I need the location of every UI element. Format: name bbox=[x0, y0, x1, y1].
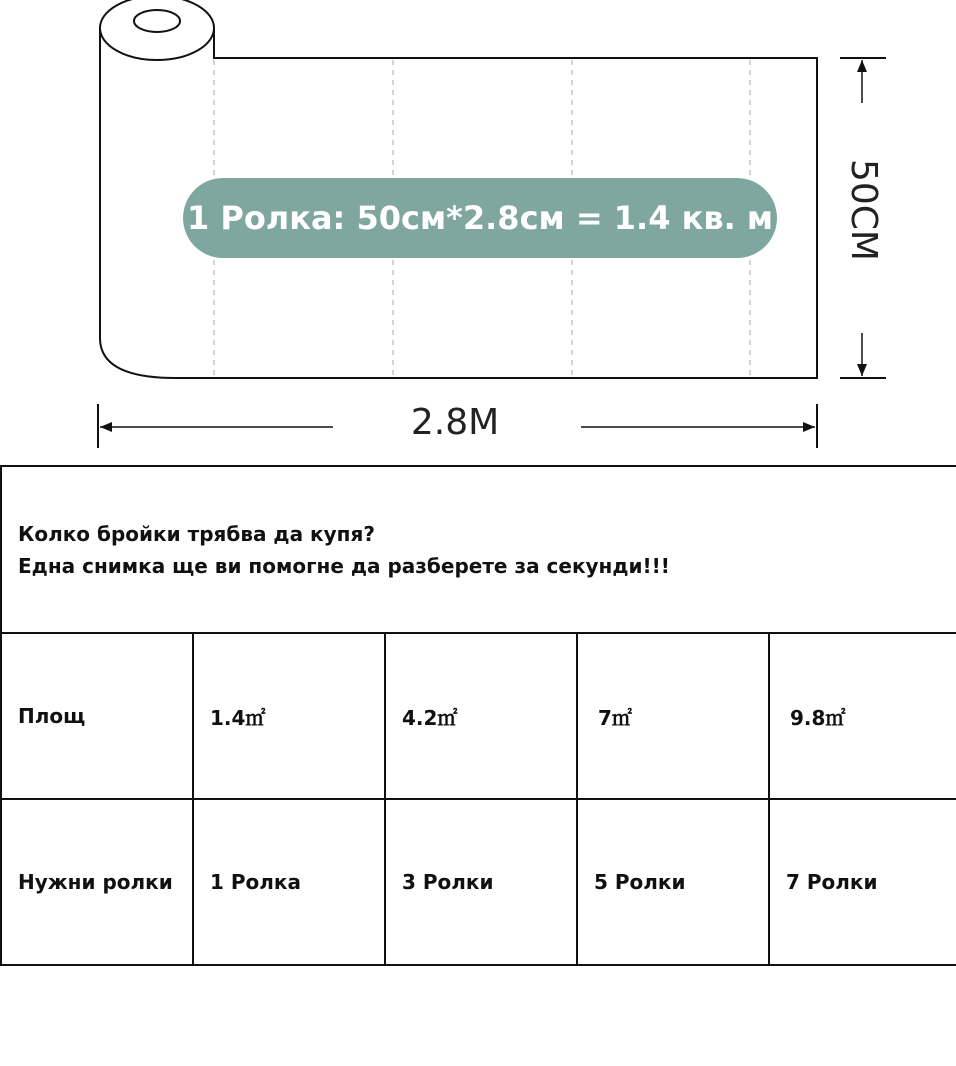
table-row-rolls bbox=[1, 799, 956, 965]
height-label: 50CM bbox=[843, 158, 884, 261]
rolls-calculation-table bbox=[0, 465, 956, 966]
area-value-2: 4.2㎡ bbox=[385, 633, 577, 799]
area-value-4: 9.8㎡ bbox=[769, 633, 956, 799]
width-label: 2.8M bbox=[410, 402, 500, 443]
height-arrowhead-top bbox=[857, 60, 867, 72]
row-label-area: Площ bbox=[1, 633, 193, 799]
question-line-2: Една снимка ще ви помогне да разберете за секунди!!! bbox=[18, 553, 670, 578]
rolls-value-3: 5 Ролки bbox=[577, 799, 769, 965]
rolls-value-4: 7 Ролки bbox=[769, 799, 956, 965]
roll-diagram bbox=[0, 0, 956, 465]
question-line-1: Колко бройки трябва да купя? bbox=[18, 521, 375, 546]
row-label-rolls: Нужни ролки bbox=[1, 799, 193, 965]
height-arrowhead-bottom bbox=[857, 364, 867, 376]
table-header-row bbox=[1, 466, 956, 633]
width-arrowhead-left bbox=[100, 422, 112, 432]
area-value-3: 7㎡ bbox=[577, 633, 769, 799]
area-formula-badge: 1 Ролка: 50см*2.8см = 1.4 кв. м bbox=[183, 178, 777, 258]
area-value-1: 1.4㎡ bbox=[193, 633, 385, 799]
rolls-value-2: 3 Ролки bbox=[385, 799, 577, 965]
width-arrowhead-right bbox=[803, 422, 815, 432]
table-row-area bbox=[1, 633, 956, 799]
rolls-value-1: 1 Ролка bbox=[193, 799, 385, 965]
question-cell bbox=[1, 466, 956, 633]
